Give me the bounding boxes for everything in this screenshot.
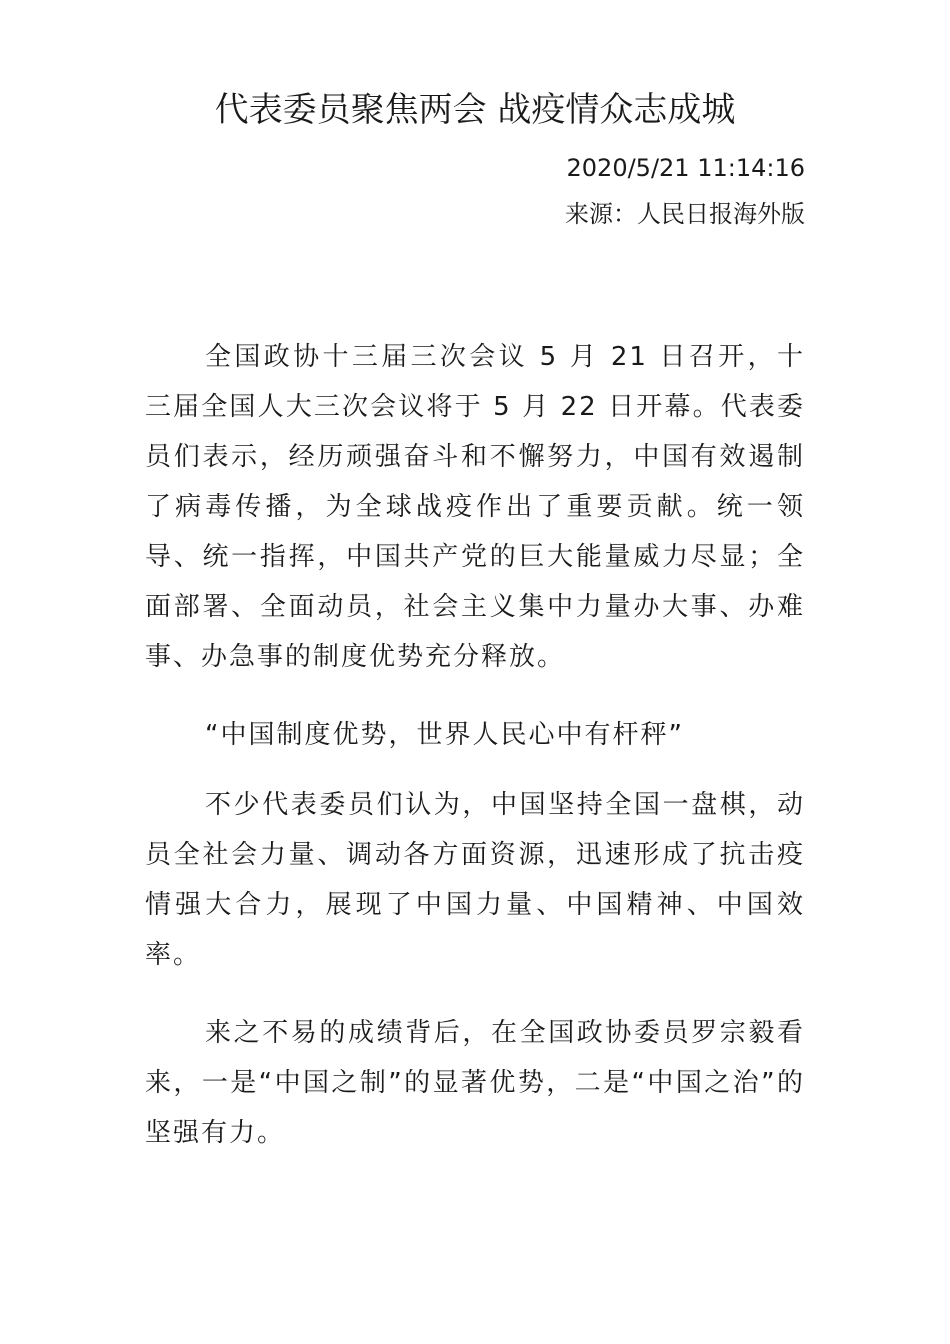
article-title: 代表委员聚焦两会 战疫情众志成城 — [214, 90, 736, 130]
publish-datetime: 2020/5/21 11:14:16 — [566, 154, 805, 182]
paragraph-2: 不少代表委员们认为，中国坚持全国一盘棋，动员全社会力量、调动各方面资源，迅速形成了抗击疫情强大合力，展现了中国力量、中国精神、中国效率。 — [145, 790, 805, 970]
paragraph-3: 来之不易的成绩背后，在全国政协委员罗宗毅看来，一是“中国之制”的显著优势，二是“中国之治”的坚强有力。 — [145, 1018, 805, 1148]
article-source: 来源：人民日报海外版 — [565, 200, 805, 228]
section-subheading: “中国制度优势，世界人民心中有杆秤” — [205, 720, 684, 750]
paragraph-1: 全国政协十三届三次会议 5 月 21 日召开，十三届全国人大三次会议将于 5 月 22 日开幕。代表委员们表示，经历顽强奋斗和不懈努力，中国有效遏制了病毒传播，为全球战疫作出了重要贡献。统一领导、统一指挥，中国共产党的巨大能量威力尽显；全面部署、全面动员，社会主义集中力量办大事、办难事、办急事的制度优势充分释放。 — [145, 342, 805, 672]
